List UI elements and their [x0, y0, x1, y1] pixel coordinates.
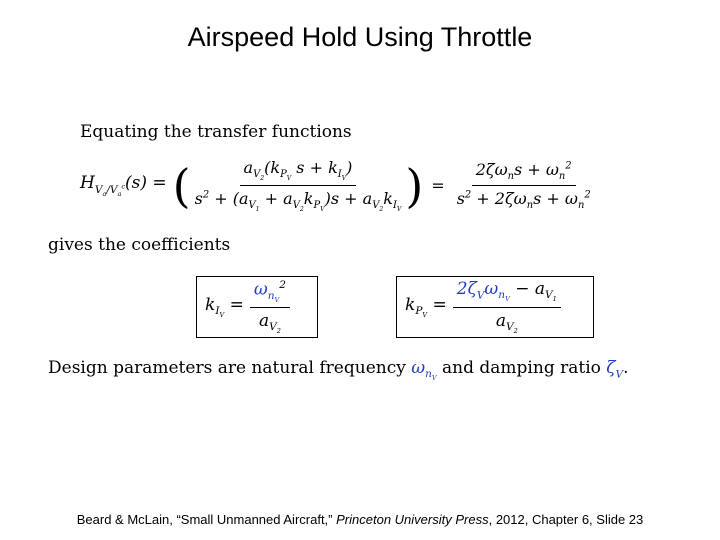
natural-frequency-symbol: $\omega_{n_V}$ [411, 358, 437, 383]
gives-text: gives the coefficients [48, 235, 231, 255]
design-parameters-text [48, 358, 629, 383]
design-text-part-2: and damping ratio [442, 358, 601, 378]
design-text-end: . [623, 358, 629, 378]
kp-coefficient-box: $k_{P_V}$ = $\frac{2\zeta_V\omega_{n_V} - a_{V_1}}{a_{V_2}}$ [396, 276, 594, 338]
footer-authors: Beard & McLain, “Small Unmanned Aircraft,” [76, 512, 333, 527]
citation-footer [0, 512, 720, 527]
damping-ratio-symbol: $\zeta_V$ [606, 358, 624, 381]
ki-coefficient-box: $k_{I_V}$ = $\frac{\omega_{n_V}^2}{a_{V_2}}$ [196, 276, 318, 338]
slide-title: Airspeed Hold Using Throttle [187, 22, 533, 52]
intro-text: Equating the transfer functions [80, 122, 352, 142]
footer-chapter-slide: , 2012, Chapter 6, Slide 23 [488, 512, 644, 527]
transfer-function-equation: $H_{V_a/V_a^c}(s)$ = ( $\frac{a_{V_2}(k_{P_V} s + k_{I_V})}{s^2 + (a_{V_1} + a_{V_2}k_{P_V})s + a_{V_2}k_{I_V}}$ ) = $\frac{2\zeta\omega_ns + \omega_n^2}{s^2 + 2\zeta\omega_ns + \omega_n^2}$ [80, 158, 591, 214]
footer-publisher: Princeton University Press [336, 512, 489, 527]
design-text-part-1: Design parameters are natural frequency [48, 358, 406, 378]
